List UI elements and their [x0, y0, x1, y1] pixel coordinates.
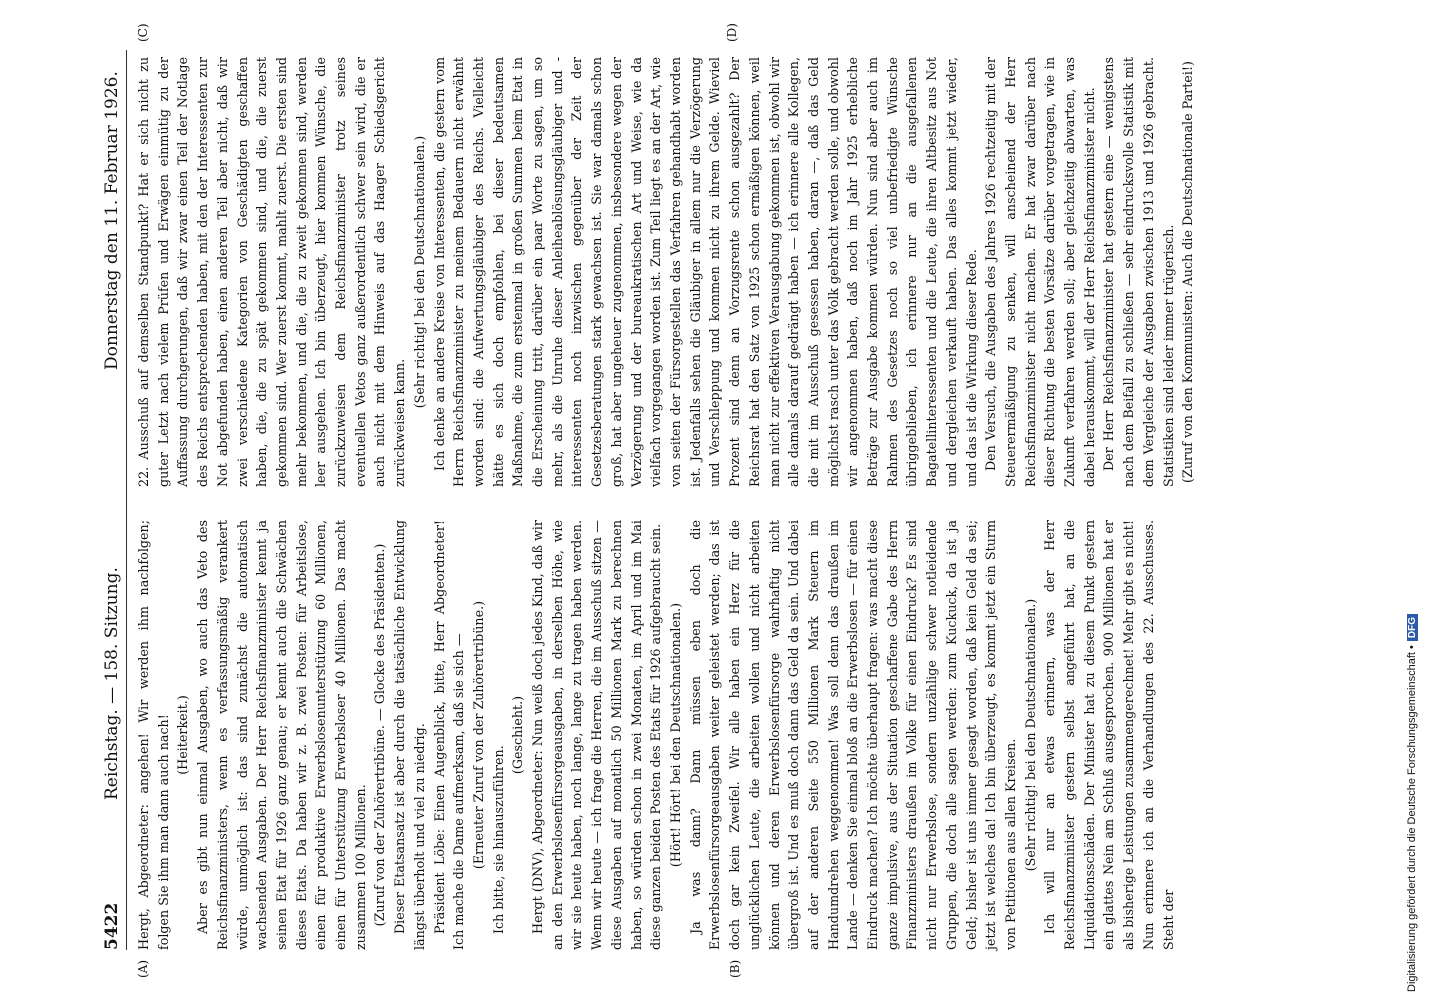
paragraph: Ich bitte, sie hinauszuführen.: [490, 745, 506, 934]
margin-marker-c: (C): [136, 23, 150, 42]
footer-credit: Digitalisierung gefördert durch die Deutsche Forschungsgemeinschaft •: [1406, 645, 1418, 992]
interjection: (Geschieht.): [510, 695, 526, 775]
paragraph: 22. Ausschuß auf demselben Standpunkt? Hat er sich nicht zu guter Letzt nach vielem Prüfen und Erwägen einmütig zu der Auffassung durchgerungen, daß wir zwar einen Teil der Notlage des Reichs entsprechenden haben, mit den der Interessenten zur Not abgefunden haben, einen anderen Teil aber nicht, daß wir zwei verschiedene Kategorien von Geschädigten geschaffen haben, die, die zu spät gekommen sind, und die, die zuerst gekommen sind. Wer zuerst kommt, mahlt zuerst. Die ersten sind mehr bekommen, und die, die zu zweit gekommen sind, werden leer ausgehen. Ich bin überzeugt, hier kommen Wünsche, die zurückzuweisen dem Reichsfinanzminister trotz seines eventuellen Vetos ganz außerordentlich schwer sein wird, die er auch nicht mit dem Hinweis auf das Haager Schiedsgericht zurückweisen kann.: [136, 57, 408, 487]
page-number: 5422: [102, 902, 122, 950]
interjection: (Sehr richtig! bei den Deutschnationalen.): [411, 135, 427, 409]
digitization-footer: [1404, 8, 1424, 992]
left-column: [134, 520, 1178, 950]
dfg-logo: DFG: [1407, 614, 1418, 641]
interjection: (Erneuter Zuruf von der Zuhörertribüne.): [470, 600, 486, 870]
paragraph: Hergt (DNV), Abgeordneter: Nun weiß doch jedes Kind, daß wir an den Erwerbslosenfürsorgeausgaben, in derselben Höhe, wie wir sie heute haben, noch lange, lange zu tragen haben werden. Wenn wir heute — ich frage die Herren, die im Ausschuß sitzen — diese Ausgaben auf monatlich 50 Millionen Mark zu berechnen haben, so würden schon in zwei Monaten, im April und im Mai diese ganzen beiden Posten des Etats für 1926 aufgebraucht sein.: [530, 520, 664, 950]
interjection: (Heiterkeit.): [175, 695, 191, 775]
paragraph: Dieser Etatsansatz ist aber durch die tatsächliche Entwicklung längst überholt und viel zu niedrig.: [392, 520, 427, 950]
paragraph: Ja was dann? Dann müssen eben doch die Erwerbslosenfürsorgeausgaben weiter geleistet werden; das ist doch gar kein Zweifel. Wir alle haben ein Herz für die unglücklichen Leute, die arbeiten wollen und nicht arbeiten können und deren Erwerbslosenfürsorge wahrhaftig nicht übergroß ist. Und es muß doch dann das Geld da sein. Und dabei auf der anderen Seite 550 Millionen Mark Steuern im Handumdrehen weggenommen! Was soll denn das draußen im Lande — denken Sie einmal bloß an die Erwerbslosen — für einen Eindruck machen? Ich möchte überhaupt fragen: was macht diese ganze impulsive, aus der Situation geschaffene Gabe des Herrn Finanzministers draußen im Volke für einen Eindruck? Es sind nicht nur Erwerbslose, sondern unzählige schwer notleidende Gruppen, die doch alle sagen werden: zum Kuckuck, da ist ja Geld; bisher ist uns immer gesagt worden, daß kein Geld da sei; jetzt ist welches da! Ich bin überzeugt, es kommt jetzt ein Sturm von Petitionen aus allen Kreisen.: [687, 520, 1018, 950]
paragraph: Präsident Löbe: Einen Augenblick, bitte, Herr Abgeordneter! Ich mache die Dame aufmerksam, daß sie sich —: [431, 520, 467, 950]
margin-marker-a: (A): [136, 959, 150, 978]
interjection: (Zuruf von den Kommunisten: Auch die Deutschnationale Partei!): [1180, 61, 1196, 483]
header-right-title: Donnerstag den 11. Februar 1926.: [102, 71, 122, 370]
interjection: (Sehr richtig! bei den Deutschnationalen.): [1022, 598, 1038, 872]
margin-marker-d: (D): [725, 23, 739, 42]
paragraph: Der Herr Reichsfinanzminister hat gestern eine — wenigstens nach dem Beifall zu schließen — sehr eindrucksvolle Statistik mit dem Vergleiche der Ausgaben zwischen 1913 und 1926 gebracht. Statistiken sind leider immer trügerisch.: [1101, 57, 1176, 487]
paragraph: Ich denke an andere Kreise von Interessenten, die gestern vom Herrn Reichsfinanzminister zu meinem Bedauern nicht erwähnt worden sind: die Aufwertungsgläubiger des Reichs. Vielleicht hätte es sich doch empfohlen, bei dieser bedeutsamen Maßnahme, die zum erstenmal in großen Summen beim Etat in die Erscheinung tritt, darüber ein paar Worte zu sagen, um so mehr, als die Unruhe dieser Anleiheablösungsgläubiger und -interessenten noch inzwischen gegenüber der Zeit der Gesetzesberatungen stark gewachsen ist. Sie war damals schon groß, hat aber ungeheuer zugenommen, insbesondere wegen der Verzögerung und der bureaukratischen Art und Weise, wie da vielfach vorgegangen worden ist. Zum Teil liegt es an der Art, wie von seiten der Fürsorgestellen das Verfahren gehandhabt worden ist. Jedenfalls sehen die Gläubiger in allem nur die Verzögerung und Verschleppung und kommen nicht zu ihrem Gelde. Wieviel Prozent sind denn an Vorzugsrente schon ausgezahlt? Der Reichsrat hat den Satz von 1925 schon ermäßigen können, weil man nicht zur effektiven Verausgabung gekommen ist, obwohl wir alle damals darauf gedrängt haben — ich erinnere alle Kollegen, die mit im Ausschuß gesessen haben, daran —, daß das Geld möglichst rasch unter das Volk gebracht werden solle, und obwohl wir angenommen haben, daß noch im Jahr 1925 erhebliche Beträge zur Ausgabe kommen würden. Nun sind aber auch im Rahmen des Gesetzes noch so viel unbefriedigte Wünsche übriggeblieben, ich erinnere nur an die ausgefallenen Bagatellinteressenten und die Leute, die ihren Altbesitz aus Not und dergleichen verkauft haben. Das alles kommt jetzt wieder, und das ist die Wirkung dieser Rede.: [431, 57, 979, 487]
page-header: [100, 50, 127, 950]
interjection: (Zuruf von der Zuhörertribüne. — Glocke des Präsidenten.): [372, 543, 388, 927]
paragraph: Ich will nur an etwas erinnern, was der Herr Reichsfinanzminister gestern selbst angeführt hat, an die Liquidationsschäden. Der Minister hat zu diesem Punkt gestern ein glattes Nein am Schluß ausgesprochen. 900 Millionen hat er als bisherige Leistungen zusammengerechnet! Mehr gibt es nicht! Nun erinnere ich an die Verhandlungen des 22. Ausschusses. Steht der: [1042, 520, 1176, 950]
paragraph: Hergt, Abgeordneter: angehen! Wir werden ihm nachfolgen; folgen Sie ihm man dann auch nach!: [136, 520, 171, 950]
paragraph: Aber es gibt nun einmal Ausgaben, wo auch das Veto des Reichsfinanzministers, wenn es verfassungsmäßig verankert würde, unmöglich ist: das sind zunächst die automatisch wachsenden Ausgaben. Der Herr Reichsfinanzminister kennt ja seinen Etat für 1926 ganz genau; er kennt auch die Schwächen dieses Etats. Da haben wir z. B. zwei Posten: für Arbeitslose, einen für produktive Erwerbslosenunterstützung 60 Millionen, einen für Unterstützung Erwerbsloser 40 Millionen. Das macht zusammen 100 Millionen.: [195, 520, 368, 950]
paragraph: Den Versuch, die Ausgaben des Jahres 1926 rechtzeitig mit der Steuerermäßigung zu senken, will anscheinend der Herr Reichsfinanzminister nicht machen. Er hat zwar darüber nach dieser Richtung die besten Vorsätze darüber vorgetragen, wie in Zukunft verfahren werden soll; aber gleichzeitig abwarten, was dabei herauskommt, will der Herr Reichsfinanzminister nicht.: [983, 57, 1097, 487]
interjection: (Hört! Hört! bei den Deutschnationalen.): [667, 602, 683, 868]
margin-marker-b: (B): [728, 959, 742, 978]
header-left-title: Reichstag. — 158. Sitzung.: [102, 567, 122, 800]
right-column: [134, 57, 1198, 487]
